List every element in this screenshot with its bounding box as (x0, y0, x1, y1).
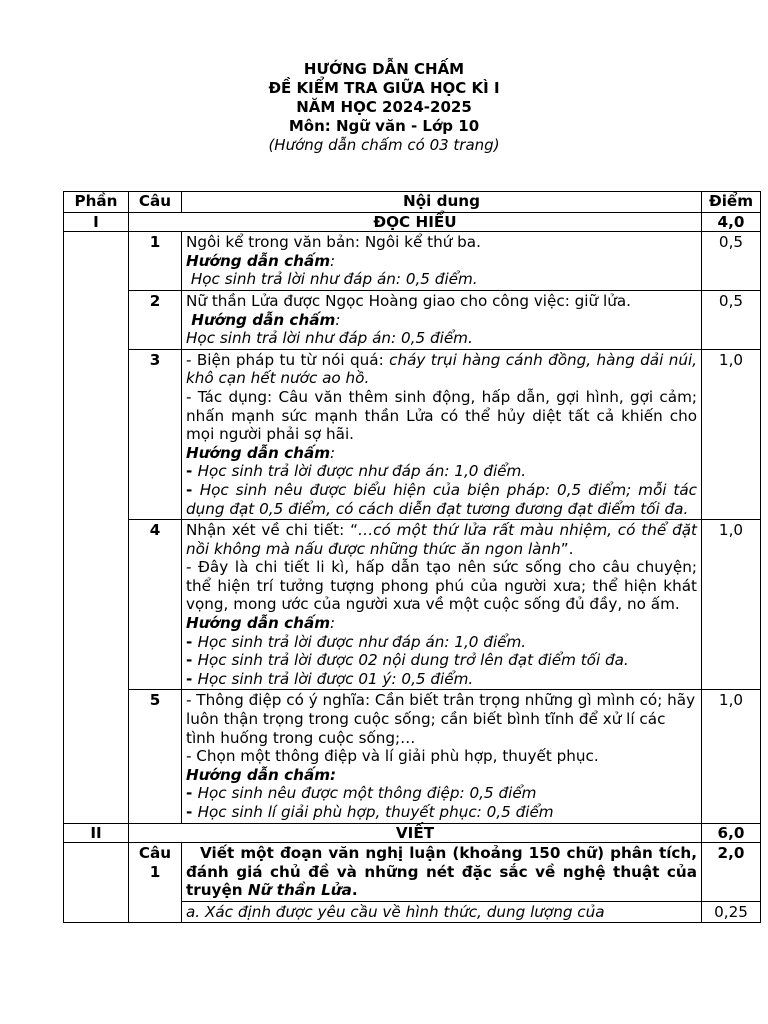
section-score: 6,0 (702, 823, 761, 843)
guide-text: Học sinh trả lời được như đáp án: 1,0 điểm. (197, 632, 527, 651)
guide-label: Hướng dẫn chấm (186, 251, 331, 270)
question-score: 1,0 (702, 349, 761, 519)
guide-heading (186, 311, 697, 330)
guide-colon: : (330, 251, 336, 270)
question-score: 0,5 (702, 290, 761, 349)
answer-text-plain: - Biện pháp tu từ nói quá: (186, 350, 390, 369)
answer-content (182, 349, 702, 519)
exam-name: ĐỀ KIỂM TRA GIỮA HỌC KÌ I (268, 79, 500, 97)
question-score: 0,5 (702, 232, 761, 291)
guide-dash: - (186, 480, 200, 499)
answer-content (182, 232, 702, 291)
question-number: 1 (129, 232, 182, 291)
header-diem: Điểm (702, 192, 761, 213)
guide-text: Học sinh lí giải phù hợp, thuyết phục: 0,5 điểm (197, 803, 554, 821)
guide-text: Học sinh trả lời được 02 nội dung trở lên đạt điểm tối đa. (197, 651, 629, 670)
section-span-cell (64, 843, 129, 922)
table-row (64, 232, 761, 291)
question-number: 5 (129, 690, 182, 823)
guide-heading (186, 614, 697, 633)
question-number: 3 (129, 349, 182, 519)
criterion-text: a. Xác định được yêu cầu về hình thức, dung lượng của (182, 901, 702, 922)
guide-heading (186, 252, 697, 271)
guide-text: Học sinh nêu được biểu hiện của biện pháp: 0,5 điểm; mỗi tác dụng đạt 0,5 điểm, có cách diễn đạt tương đương đạt điểm tối đa. (186, 480, 697, 518)
question-number: 2 (129, 290, 182, 349)
writing-prompt (182, 843, 702, 902)
doc-title: HƯỚNG DẪN CHẤM (303, 60, 465, 78)
grading-table (63, 191, 761, 923)
section-number: I (64, 212, 129, 232)
guide-dash: - (186, 669, 198, 688)
document-header (0, 60, 768, 155)
answer-text: - Thông điệp có ý nghĩa: Cần biết trân trọng những gì mình có; hãy luôn thận trọng trong cuộc sống; cần biết bình tĩnh để xử lí các tình huống trong cuộc sống;… (186, 691, 696, 747)
guide-heading: Hướng dẫn chấm: (186, 765, 337, 784)
table-row (64, 349, 761, 519)
answer-text-quote: cháy trụi hàng cánh đồng, hàng dải núi, khô cạn hết nước ao hồ. (186, 350, 697, 388)
prompt-work-title: Nữ thần Lửa (247, 881, 352, 900)
subject-grade: Môn: Ngữ văn - Lớp 10 (288, 117, 480, 135)
guide-item (186, 481, 697, 518)
answer-content (182, 690, 702, 823)
guide-item (186, 803, 697, 822)
guide-label: Hướng dẫn chấm (186, 443, 331, 462)
guide-dash: - (186, 651, 198, 670)
guide-label: Hướng dẫn chấm (186, 310, 336, 329)
table-row (64, 290, 761, 349)
header-phan: Phần (64, 192, 129, 213)
guide-item (186, 670, 697, 689)
answer-text-end: ”. (560, 539, 574, 558)
guide-item: Học sinh trả lời như đáp án: 0,5 điểm. (186, 329, 473, 348)
guide-colon: : (330, 443, 336, 462)
guide-heading (186, 444, 697, 463)
guide-item (186, 784, 697, 803)
question-number: Câu 1 (129, 843, 182, 922)
section-row-viet (64, 823, 761, 843)
guide-dash: - (186, 632, 198, 651)
header-noidung: Nội dung (182, 192, 702, 213)
school-year: NĂM HỌC 2024-2025 (296, 98, 472, 116)
answer-content (182, 520, 702, 690)
prompt-end: . (351, 881, 358, 900)
answer-text (186, 521, 697, 558)
guide-colon: : (335, 310, 341, 329)
guide-label: Hướng dẫn chấm (186, 614, 331, 633)
header-cau: Câu (129, 192, 182, 213)
question-score: 1,0 (702, 690, 761, 823)
answer-text: Ngôi kể trong văn bản: Ngôi kể thứ ba. (186, 233, 481, 252)
table-row (64, 843, 761, 902)
guide-item (186, 462, 697, 481)
answer-text: - Đây là chi tiết li kì, hấp dẫn tạo nên sức sống cho câu chuyện; thể hiện trí tưởng tượng phong phú của người xưa; thể hiện khát vọng, mong ước của người xưa về một cuộc sống đủ đầy, no ấm. (186, 558, 697, 614)
guide-dash: - (186, 803, 198, 821)
answer-text-quote: …có một thứ lửa rất màu nhiệm, có thể đặt nồi không mà nấu được những thức ăn ngon lành (186, 521, 697, 558)
guide-item (186, 633, 697, 652)
answer-text: - Tác dụng: Câu văn thêm sinh động, hấp dẫn, gợi hình, gợi cảm; nhấn mạnh sức mạnh thần Lửa có thể hủy diệt tất cả khiến cho mọi người phải sợ hãi. (186, 387, 697, 444)
section-row-doc-hieu (64, 212, 761, 232)
table-header-row (64, 192, 761, 213)
answer-text-plain: Nhận xét về chi tiết: “ (186, 521, 358, 540)
answer-text: Nữ thần Lửa được Ngọc Hoàng giao cho công việc: giữ lửa. (186, 291, 631, 310)
question-number: 4 (129, 520, 182, 690)
guide-text: Học sinh nêu được một thông điệp: 0,5 điểm (197, 784, 537, 803)
section-title: ĐỌC HIỂU (129, 212, 702, 232)
section-span-cell (64, 232, 129, 823)
page-count-note: (Hướng dẫn chấm có 03 trang) (268, 136, 500, 154)
question-score: 2,0 (702, 843, 761, 902)
question-score: 1,0 (702, 520, 761, 690)
table-row (64, 690, 761, 823)
guide-dash: - (186, 462, 198, 481)
table-row (64, 520, 761, 690)
answer-content (182, 290, 702, 349)
answer-text (186, 351, 697, 388)
guide-colon: : (330, 614, 336, 633)
section-number: II (64, 823, 129, 843)
guide-item (186, 651, 697, 670)
prompt-text: Viết một đoạn văn nghị luận (khoảng 150 chữ) phân tích, đánh giá chủ đề và những nét đặc sắc về nghệ thuật của truyện (186, 844, 697, 900)
criterion-score: 0,25 (702, 901, 761, 922)
guide-text: Học sinh trả lời được như đáp án: 1,0 điểm. (197, 462, 527, 481)
answer-text: - Chọn một thông điệp và lí giải phù hợp, thuyết phục. (186, 747, 599, 766)
guide-dash: - (186, 784, 198, 803)
section-title: VIẾT (129, 823, 702, 843)
guide-item: Học sinh trả lời như đáp án: 0,5 điểm. (186, 270, 478, 289)
guide-text: Học sinh trả lời được 01 ý: 0,5 điểm. (197, 669, 474, 688)
section-score: 4,0 (702, 212, 761, 232)
